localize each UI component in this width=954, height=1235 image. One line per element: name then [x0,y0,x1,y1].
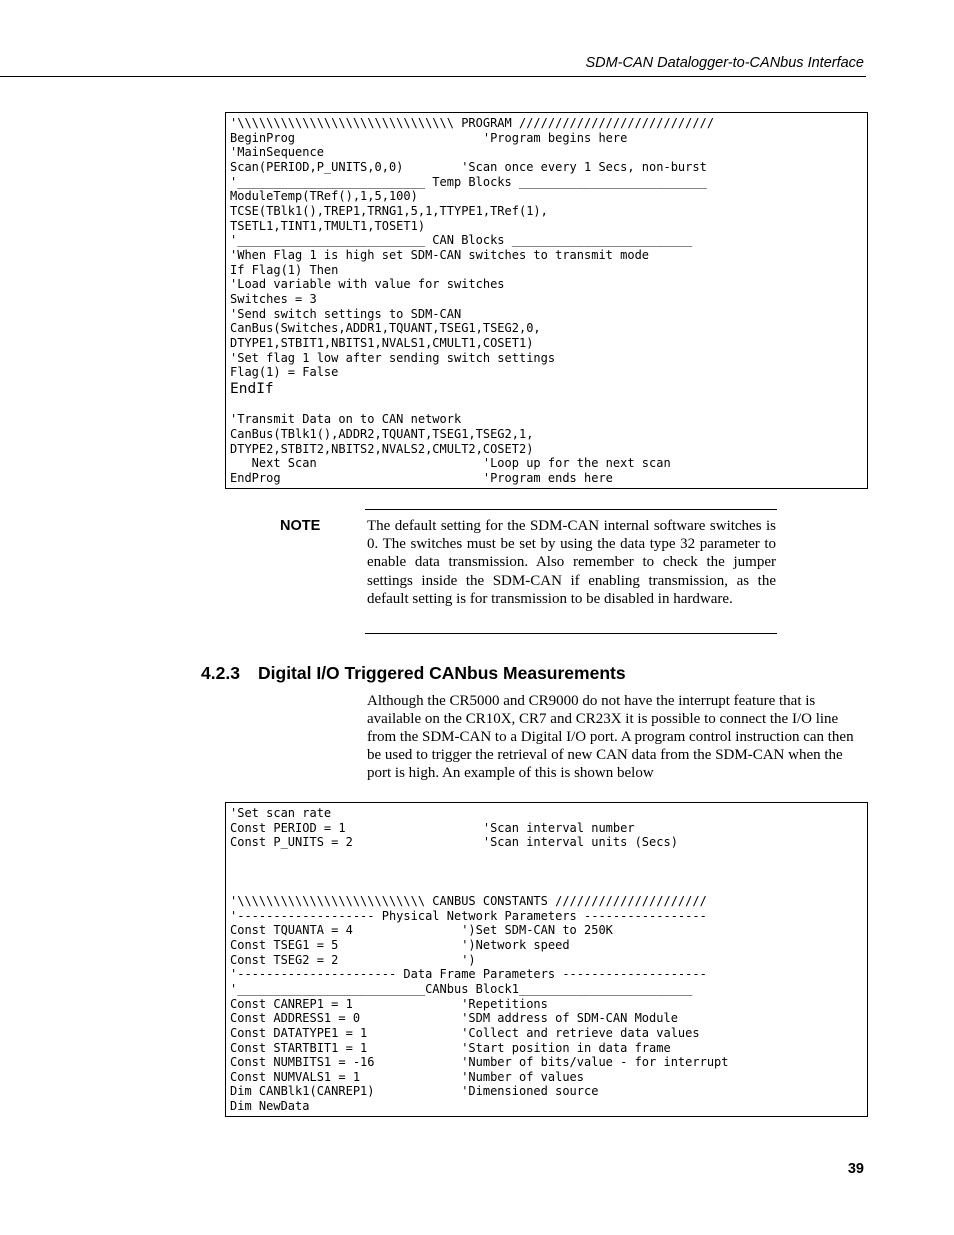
canbus-code-line-18: Const NUMBITS1 = -16 'Number of bits/value - for interrupt [230,1055,729,1070]
canbus-code-line-9: Const TQUANTA = 4 ')Set SDM-CAN to 250K [230,923,613,938]
section-number: 4.2.3 [201,663,240,683]
note-label: NOTE [280,518,321,534]
canbus-code-line-5 [230,865,863,880]
canbus-code-line-20: Dim CANBlk1(CANREP1) 'Dimensioned source [230,1084,599,1099]
program-code-line-after-6: EndProg 'Program ends here [230,471,613,486]
program-code-line-17: 'Set flag 1 low after sending switch settings [230,350,556,365]
program-code-line-1: '\\\\\\\\\\\\\\\\\\\\\\\\\\\\\\ PROGRAM /////////////////////////// [230,116,715,130]
program-code-line-18: Flag(1) = False [230,365,339,380]
running-header-title: SDM-CAN Datalogger-to-CANbus Interface [585,55,864,71]
section-paragraph: Although the CR5000 and CR9000 do not have the interrupt feature that is available on the CR10X, CR7 and CR23X it is possible to connect the I/O line from the SDM-CAN to a Digital I/O port. A program control instruction can then be used to trigger the retrieval of new CAN data from the SDM-CAN when the port is high. An example of this is shown below [367,693,854,782]
header-rule [0,76,866,77]
program-code-endif-line: EndIf [230,380,274,397]
page-number: 39 [847,1161,864,1177]
program-code-block [225,112,868,489]
program-code-line-10: 'When Flag 1 is high set SDM-CAN switches to transmit mode [230,247,650,262]
canbus-code-line-4 [230,850,863,865]
canbus-code-line-2: Const PERIOD = 1 'Scan interval number [230,820,635,835]
program-code-lines-top [230,116,863,380]
program-code-line-6: ModuleTemp(TRef(),1,5,100) [230,189,418,204]
canbus-code-line-13: '__________________________CANbus Block1________________________ [230,981,693,996]
canbus-code-line-17: Const STARTBIT1 = 1 'Start position in data frame [230,1040,671,1055]
canbus-code-line-11: Const TSEG2 = 2 ') [230,952,476,967]
note-bottom-rule [365,633,777,634]
program-code-line-3: 'MainSequence [230,145,324,160]
program-code-line-9: '__________________________ CAN Blocks _________________________ [230,233,693,248]
canbus-code-line-8: '------------------- Physical Network Parameters ----------------- [230,908,707,923]
canbus-code-line-14: Const CANREP1 = 1 'Repetitions [230,996,548,1011]
program-code-line-15: CanBus(Switches,ADDR1,TQUANT,TSEG1,TSEG2,0, [230,321,541,336]
program-code-lines-bottom [230,398,863,486]
program-code-line-5: '__________________________ Temp Blocks __________________________ [230,174,707,189]
program-code-line-2: BeginProg 'Program begins here [230,130,628,145]
section-title: Digital I/O Triggered CANbus Measurements [258,663,626,683]
canbus-code-line-21: Dim NewData [230,1099,310,1114]
canbus-code-line-3: Const P_UNITS = 2 'Scan interval units (Secs) [230,835,678,850]
program-code-line-after-3: CanBus(TBlk1(),ADDR2,TQUANT,TSEG1,TSEG2,1, [230,427,534,442]
canbus-code-line-10: Const TSEG1 = 5 ')Network speed [230,937,570,952]
program-code-line-after-2: 'Transmit Data on to CAN network [230,412,462,427]
program-code-line-11: If Flag(1) Then [230,262,339,277]
note-text: The default setting for the SDM-CAN internal software switches is 0. The switches must be set by using the data type 32 parameter to enable data transmission. Also remember to check the jumper settings inside the SDM-CAN if enabling transmission, as the default setting is for transmission to be disabled in hardware. [367,518,776,607]
program-code-line-13: Switches = 3 [230,291,317,306]
program-code-line-7: TCSE(TBlk1(),TREP1,TRNG1,5,1,TTYPE1,TRef(1), [230,203,548,218]
program-code-line-after-5: Next Scan 'Loop up for the next scan [230,456,671,471]
canbus-code-line-6 [230,879,863,894]
program-code-line-12: 'Load variable with value for switches [230,277,505,292]
program-code-line-after-4: DTYPE2,STBIT2,NBITS2,NVALS2,CMULT2,COSET2) [230,441,534,456]
section-heading [201,663,626,684]
canbus-code-line-7: '\\\\\\\\\\\\\\\\\\\\\\\\\\ CANBUS CONSTANTS ///////////////////// [230,893,707,908]
program-code-line-16: DTYPE1,STBIT1,NBITS1,NVALS1,CMULT1,COSET1) [230,335,534,350]
canbus-code-line-1: 'Set scan rate [230,806,332,820]
canbus-code-line-16: Const DATATYPE1 = 1 'Collect and retrieve data values [230,1025,700,1040]
program-code-line-14: 'Send switch settings to SDM-CAN [230,306,462,321]
canbus-code-line-15: Const ADDRESS1 = 0 'SDM address of SDM-CAN Module [230,1011,678,1026]
canbus-constants-code-block [225,802,868,1117]
canbus-code-line-19: Const NUMVALS1 = 1 'Number of values [230,1069,585,1084]
program-code-line-8: TSETL1,TINT1,TMULT1,TOSET1) [230,218,426,233]
canbus-code-lines [230,806,863,1114]
program-code-line-4: Scan(PERIOD,P_UNITS,0,0) 'Scan once every 1 Secs, non-burst [230,159,707,174]
note-top-rule [365,509,777,510]
program-code-line-after-1 [230,398,863,413]
canbus-code-line-12: '---------------------- Data Frame Parameters -------------------- [230,967,707,982]
